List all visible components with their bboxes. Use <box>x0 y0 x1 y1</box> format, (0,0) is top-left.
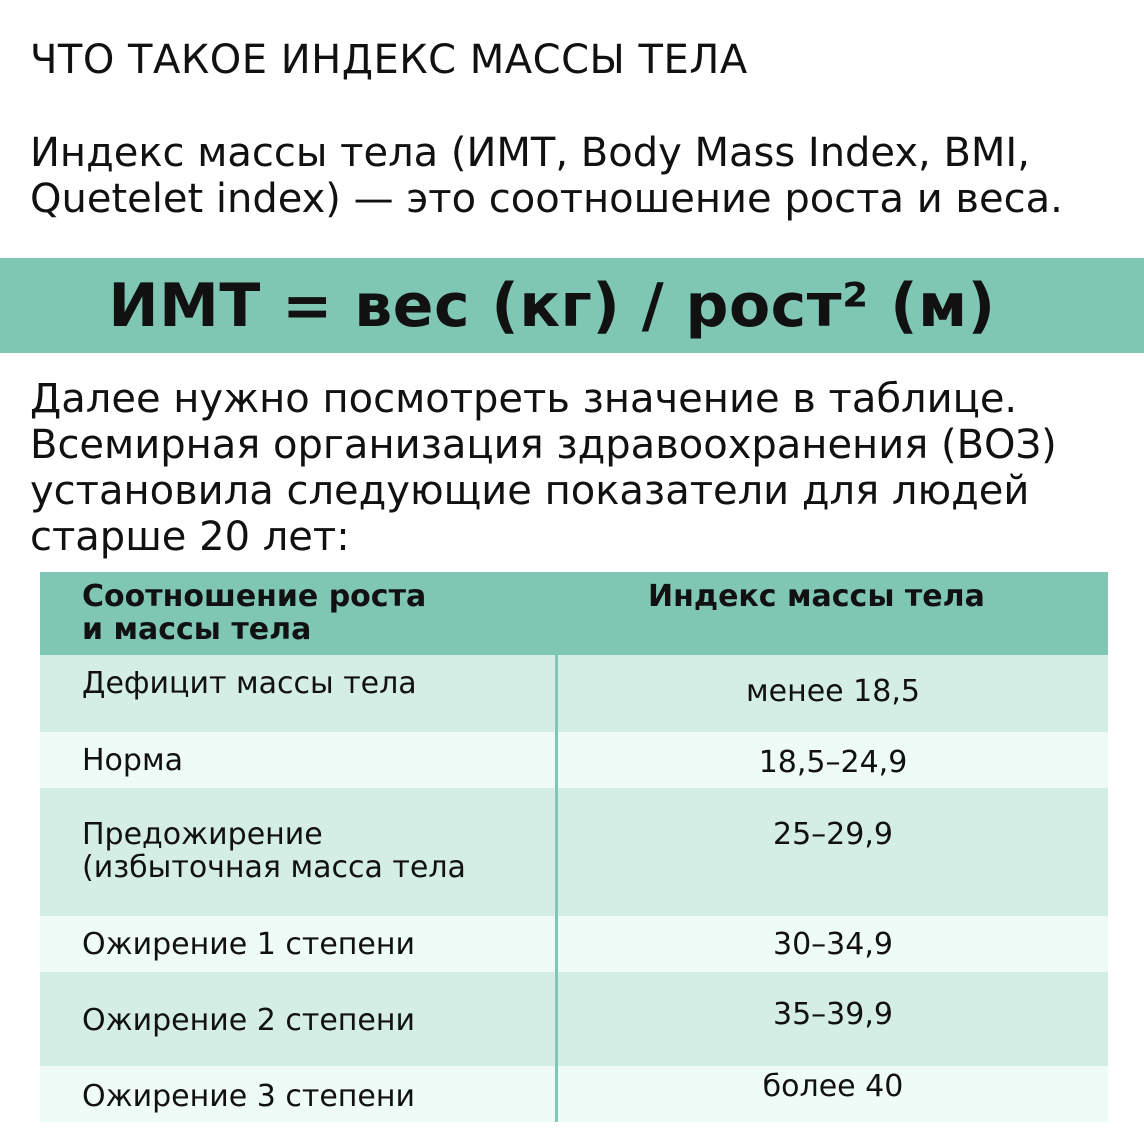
row-label <box>82 1080 415 1113</box>
explanation-line: старше 20 лет: <box>30 514 350 560</box>
row-label-line: Ожирение 3 степени <box>82 1079 415 1114</box>
header-ratio-line: и массы тела <box>82 612 312 647</box>
table-row <box>40 788 1108 916</box>
formula-banner <box>0 258 1144 353</box>
explanation-line: Далее нужно посмотреть значение в таблице. <box>30 376 1018 422</box>
intro-line: Quetelet index) — это соотношение роста и веса. <box>30 176 1063 222</box>
row-label <box>82 928 415 961</box>
explanation-paragraph <box>30 376 1130 560</box>
explanation-line: Всемирная организация здравоохранения (ВОЗ) <box>30 422 1057 468</box>
header-ratio <box>82 580 426 646</box>
row-value: менее 18,5 <box>746 674 920 709</box>
row-value: более 40 <box>762 1069 904 1104</box>
bmi-table <box>40 572 1108 1122</box>
header-bmi: Индекс массы тела <box>648 579 985 614</box>
header-ratio-line: Соотношение роста <box>82 579 427 614</box>
row-value: 30–34,9 <box>773 927 893 962</box>
row-label <box>82 818 466 884</box>
intro-paragraph <box>30 130 1130 222</box>
row-label <box>82 667 417 700</box>
row-label <box>82 744 183 777</box>
row-value: 18,5–24,9 <box>758 745 908 780</box>
table-row <box>40 655 1108 732</box>
row-label <box>82 1004 415 1037</box>
page-title: ЧТО ТАКОЕ ИНДЕКС МАССЫ ТЕЛА <box>30 37 748 83</box>
bmi-formula: ИМТ = вес (кг) / рост² (м) <box>108 270 996 341</box>
explanation-line: установила следующие показатели для людей <box>30 468 1030 514</box>
row-value: 35–39,9 <box>773 997 893 1032</box>
row-label-line: Ожирение 1 степени <box>82 927 415 962</box>
column-divider <box>555 655 558 1122</box>
row-label-line: Норма <box>82 743 183 778</box>
table-row <box>40 1066 1108 1122</box>
intro-line: Индекс массы тела (ИМТ, Body Mass Index, BMI, <box>30 130 1030 176</box>
row-value: 25–29,9 <box>773 817 893 852</box>
table-header <box>40 572 1108 655</box>
row-label-line: Дефицит массы тела <box>82 666 417 701</box>
row-label-line: (избыточная масса тела <box>82 850 466 885</box>
table-row <box>40 732 1108 788</box>
table-row <box>40 916 1108 972</box>
row-label-line: Предожирение <box>82 817 323 852</box>
row-label-line: Ожирение 2 степени <box>82 1003 415 1038</box>
table-row <box>40 972 1108 1066</box>
